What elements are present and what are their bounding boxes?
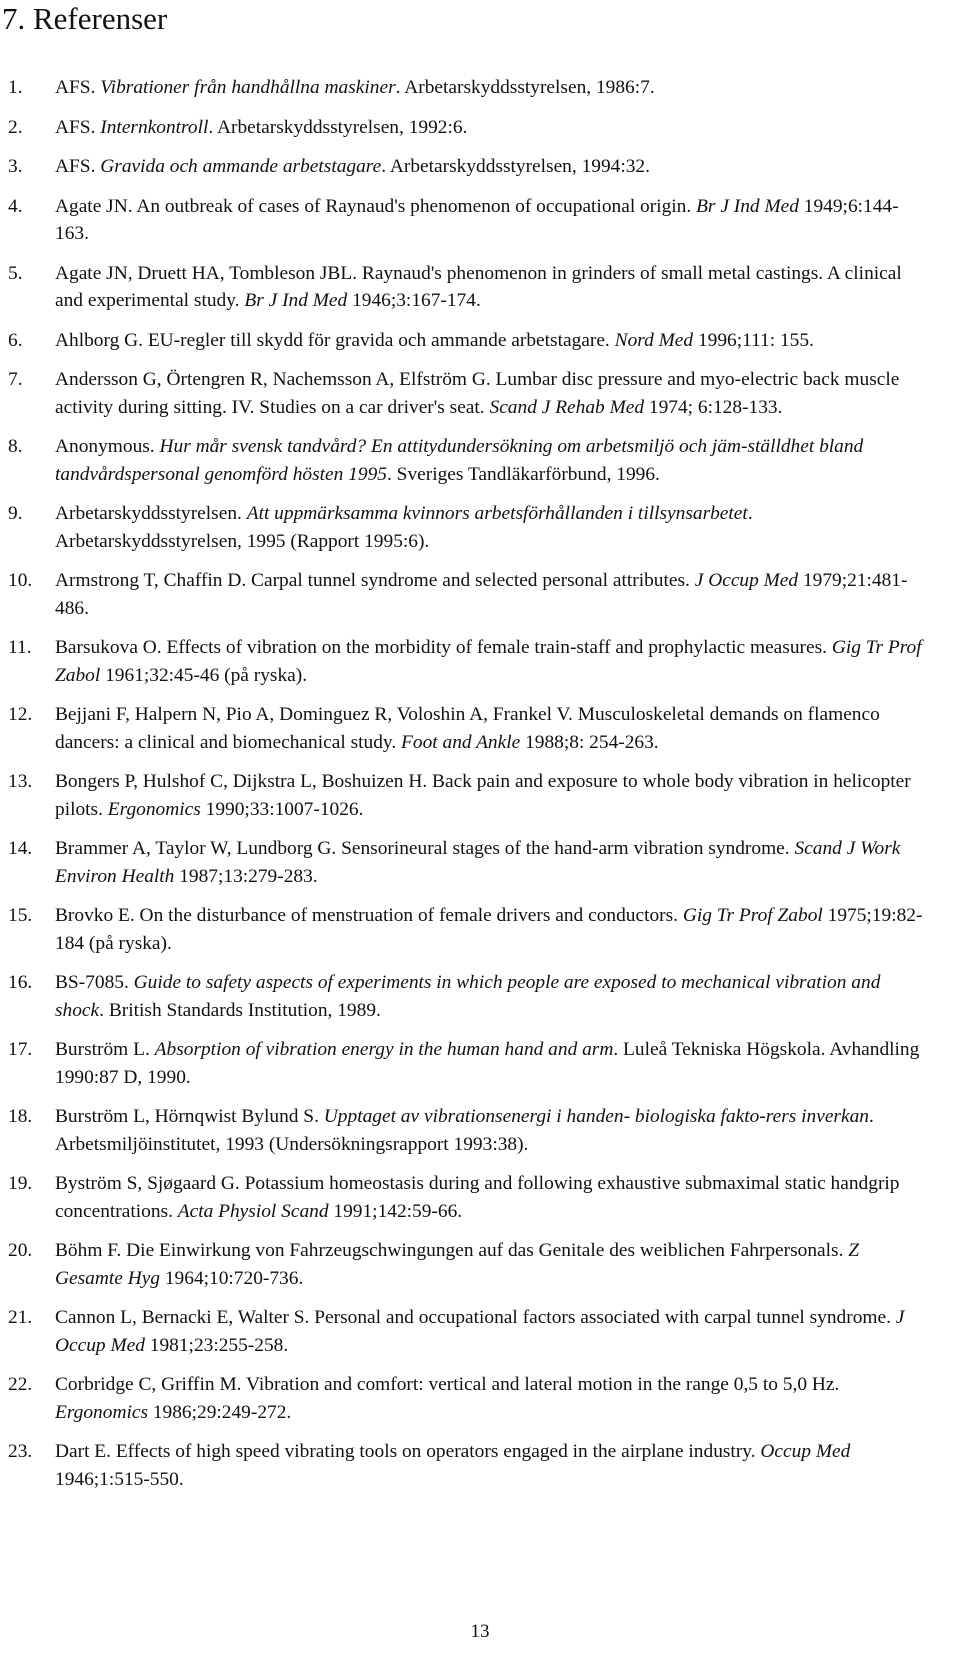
reference-number: 9. xyxy=(8,503,23,524)
reference-number: 7. xyxy=(8,369,23,390)
reference-segment: Barsukova O. Effects of vibration on the morbidity of female train-staff and prophylactic measures. xyxy=(55,637,832,658)
reference-text xyxy=(55,768,928,823)
reference-segment: 1974; 6:128-133. xyxy=(644,396,783,418)
reference-segment: . Arbetarskyddsstyrelsen, 1986:7. xyxy=(395,77,655,98)
reference-text xyxy=(55,500,928,555)
reference-number: 17. xyxy=(8,1039,33,1060)
reference-segment: BS-7085. xyxy=(55,972,134,993)
reference-item xyxy=(8,193,928,248)
reference-item xyxy=(8,153,928,181)
reference-number: 2. xyxy=(8,116,23,138)
reference-number: 4. xyxy=(8,195,23,217)
reference-segment: Bongers P, Hulshof C, Dijkstra L, Boshuizen H. Back pain and exposure to whole body vibration in helicopter pilots. xyxy=(55,771,911,820)
reference-italic-segment: Ergonomics xyxy=(55,1401,148,1423)
reference-italic-segment: Vibrationer från handhållna maskiner xyxy=(100,77,396,98)
reference-italic-segment: Absorption of vibration energy in the human hand and arm xyxy=(154,1039,614,1060)
reference-segment: Brovko E. On the disturbance of menstruation of female drivers and conductors. xyxy=(55,905,683,926)
reference-segment: Böhm F. Die Einwirkung von Fahrzeugschwingungen auf das Genitale des weiblichen Fahrpersonals. xyxy=(55,1240,849,1261)
reference-segment: 1981;23:255-258. xyxy=(144,1334,289,1356)
reference-segment: . Sveriges Tandläkarförbund, 1996. xyxy=(386,463,660,485)
reference-italic-segment: Z Gesamte Hyg xyxy=(55,1240,860,1289)
reference-number: 18. xyxy=(8,1106,33,1127)
reference-number: 5. xyxy=(8,262,23,284)
reference-segment: 1996;111: 155. xyxy=(693,329,814,351)
page-number: 13 xyxy=(470,1621,490,1642)
reference-text xyxy=(55,1036,928,1091)
reference-number: 12. xyxy=(8,704,33,725)
reference-item xyxy=(8,433,928,488)
reference-segment: 1991;142:59-66. xyxy=(328,1200,463,1222)
reference-italic-segment: Nord Med xyxy=(614,329,694,351)
reference-number: 23. xyxy=(8,1441,33,1462)
reference-segment: . Arbetarskyddsstyrelsen, 1995 (Rapport 1995:6). xyxy=(55,503,753,552)
reference-text xyxy=(55,701,928,756)
reference-number: 8. xyxy=(8,436,23,457)
reference-text xyxy=(55,433,928,488)
reference-italic-segment: Upptaget av vibrationsenergi i handen- biologiska fakto-rers inverkan xyxy=(323,1106,869,1127)
reference-item xyxy=(8,260,928,315)
reference-italic-segment: Scand J Work Environ Health xyxy=(55,838,901,887)
reference-number: 15. xyxy=(8,905,33,926)
reference-text xyxy=(55,835,928,890)
reference-segment: 1975;19:82-184 (på ryska). xyxy=(55,905,923,954)
reference-item xyxy=(8,1304,928,1359)
reference-segment: Dart E. Effects of high speed vibrating tools on operators engaged in the airplane industry. xyxy=(55,1441,761,1462)
reference-italic-segment: Gig Tr Prof Zabol xyxy=(55,637,922,686)
reference-segment: 1964;10:720-736. xyxy=(160,1267,304,1289)
reference-segment: 1986;29:249-272. xyxy=(148,1401,292,1423)
reference-segment: Agate JN, Druett HA, Tombleson JBL. Raynaud's phenomenon in grinders of small metal castings. A clinical and experimental study. xyxy=(55,262,902,311)
reference-text xyxy=(55,1170,928,1225)
reference-segment: AFS. xyxy=(55,156,101,177)
reference-italic-segment: Ergonomics xyxy=(107,798,201,820)
reference-number: 6. xyxy=(8,329,23,351)
reference-segment: Cannon L, Bernacki E, Walter S. Personal and occupational factors associated with carpal tunnel syndrome. xyxy=(55,1307,896,1328)
reference-italic-segment: Br J Ind Med xyxy=(696,195,799,217)
reference-number: 22. xyxy=(8,1374,33,1395)
page-title: 7. Referenser xyxy=(2,1,168,36)
reference-italic-segment: J Occup Med xyxy=(55,1307,905,1356)
reference-segment: . Arbetsmiljöinstitutet, 1993 (Undersökningsrapport 1993:38). xyxy=(55,1106,874,1155)
reference-text xyxy=(55,260,928,315)
reference-segment: 1990;33:1007-1026. xyxy=(200,798,364,820)
reference-item xyxy=(8,634,928,689)
reference-item xyxy=(8,74,928,102)
reference-item xyxy=(8,701,928,756)
reference-italic-segment: Hur mår svensk tandvård? En attitydundersökning om arbetsmiljö och jäm-ställdhet bland tandvårdspersonal genomförd hösten 1995 xyxy=(55,436,864,485)
reference-segment: Bejjani F, Halpern N, Pio A, Dominguez R, Voloshin A, Frankel V. Musculoskeletal demands on flamenco dancers: a clinical and biomechanical study. xyxy=(55,704,880,753)
reference-italic-segment: Foot and Ankle xyxy=(401,731,521,753)
reference-segment: 1949;6:144-163. xyxy=(55,195,899,244)
reference-number: 13. xyxy=(8,771,33,792)
reference-text xyxy=(55,1371,928,1426)
reference-segment: AFS. xyxy=(55,77,101,98)
reference-item xyxy=(8,114,928,142)
reference-number: 19. xyxy=(8,1173,33,1194)
reference-number: 21. xyxy=(8,1307,33,1328)
reference-italic-segment: Scand J Rehab Med xyxy=(489,396,645,418)
reference-segment: Corbridge C, Griffin M. Vibration and comfort: vertical and lateral motion in the range 0,5 to 5,0 Hz. xyxy=(55,1374,840,1395)
reference-item xyxy=(8,835,928,890)
reference-text xyxy=(55,1438,928,1493)
reference-text xyxy=(55,193,928,248)
reference-item xyxy=(8,327,928,355)
reference-text xyxy=(55,902,928,957)
reference-item xyxy=(8,1438,928,1493)
reference-text xyxy=(55,567,928,622)
reference-italic-segment: Gravida och ammande arbetstagare xyxy=(100,156,382,177)
reference-segment: Ahlborg G. EU-regler till skydd för gravida och ammande arbetstagare. xyxy=(55,329,615,351)
reference-list xyxy=(8,74,928,1493)
reference-item xyxy=(8,768,928,823)
reference-text xyxy=(55,969,928,1024)
reference-segment: Arbetarskyddsstyrelsen. xyxy=(55,503,247,524)
reference-text xyxy=(55,1237,928,1292)
reference-segment: 1961;32:45-46 (på ryska). xyxy=(100,664,308,686)
reference-segment: . British Standards Institution, 1989. xyxy=(99,999,381,1021)
reference-item xyxy=(8,1237,928,1292)
reference-item xyxy=(8,1170,928,1225)
reference-segment: Burström L, Hörnqwist Bylund S. xyxy=(55,1106,324,1127)
reference-segment: 1979;21:481-486. xyxy=(55,570,908,619)
reference-text xyxy=(55,153,928,181)
reference-italic-segment: Occup Med xyxy=(760,1441,851,1462)
reference-segment: Andersson G, Örtengren R, Nachemsson A, Elfström G. Lumbar disc pressure and myo-electric back muscle activity during sitting. IV. Studies on a car driver's seat. xyxy=(55,369,900,418)
reference-number: 11. xyxy=(8,637,32,658)
reference-text xyxy=(55,114,928,142)
reference-segment: Anonymous. xyxy=(55,436,160,457)
reference-number: 3. xyxy=(8,156,23,177)
reference-item xyxy=(8,1036,928,1091)
reference-item xyxy=(8,567,928,622)
reference-number: 14. xyxy=(8,838,33,859)
reference-segment: . Arbetarskyddsstyrelsen, 1992:6. xyxy=(208,116,468,138)
reference-item xyxy=(8,969,928,1024)
reference-text xyxy=(55,327,928,355)
reference-segment: Armstrong T, Chaffin D. Carpal tunnel syndrome and selected personal attributes. xyxy=(55,570,695,591)
reference-segment: Byström S, Sjøgaard G. Potassium homeostasis during and following exhaustive submaximal static handgrip concentrations. xyxy=(55,1173,900,1222)
reference-italic-segment: Guide to safety aspects of experiments in which people are exposed to mechanical vibration and shock xyxy=(55,972,881,1021)
reference-italic-segment: J Occup Med xyxy=(694,570,799,591)
reference-text xyxy=(55,634,928,689)
reference-segment: 1946;3:167-174. xyxy=(347,290,481,311)
reference-segment: Agate JN. An outbreak of cases of Raynaud's phenomenon of occupational origin. xyxy=(55,195,697,217)
reference-segment: . Arbetarskyddsstyrelsen, 1994:32. xyxy=(381,156,650,177)
reference-number: 16. xyxy=(8,972,33,993)
reference-italic-segment: Internkontroll xyxy=(100,116,209,138)
reference-segment: 1988;8: 254-263. xyxy=(520,731,659,753)
reference-italic-segment: Acta Physiol Scand xyxy=(177,1200,329,1222)
reference-item xyxy=(8,500,928,555)
reference-segment: 1946;1:515-550. xyxy=(55,1468,184,1490)
reference-italic-segment: Gig Tr Prof Zabol xyxy=(682,905,823,926)
reference-item xyxy=(8,902,928,957)
reference-italic-segment: Br J Ind Med xyxy=(244,290,348,311)
reference-segment: 1987;13:279-283. xyxy=(174,865,318,887)
reference-number: 20. xyxy=(8,1240,33,1261)
reference-segment: Brammer A, Taylor W, Lundborg G. Sensorineural stages of the hand-arm vibration syndrome. xyxy=(55,838,795,859)
reference-segment: Burström L. xyxy=(55,1039,155,1060)
reference-text xyxy=(55,1304,928,1359)
reference-segment: AFS. xyxy=(55,116,101,138)
reference-text xyxy=(55,366,928,421)
reference-segment: . Luleå Tekniska Högskola. Avhandling 1990:87 D, 1990. xyxy=(55,1039,920,1088)
reference-item xyxy=(8,1103,928,1158)
reference-item xyxy=(8,366,928,421)
reference-text xyxy=(55,74,928,102)
reference-item xyxy=(8,1371,928,1426)
reference-number: 1. xyxy=(8,77,23,98)
reference-number: 10. xyxy=(8,570,33,591)
reference-italic-segment: Att uppmärksamma kvinnors arbetsförhållanden i tillsynsarbetet xyxy=(246,503,748,524)
reference-text xyxy=(55,1103,928,1158)
